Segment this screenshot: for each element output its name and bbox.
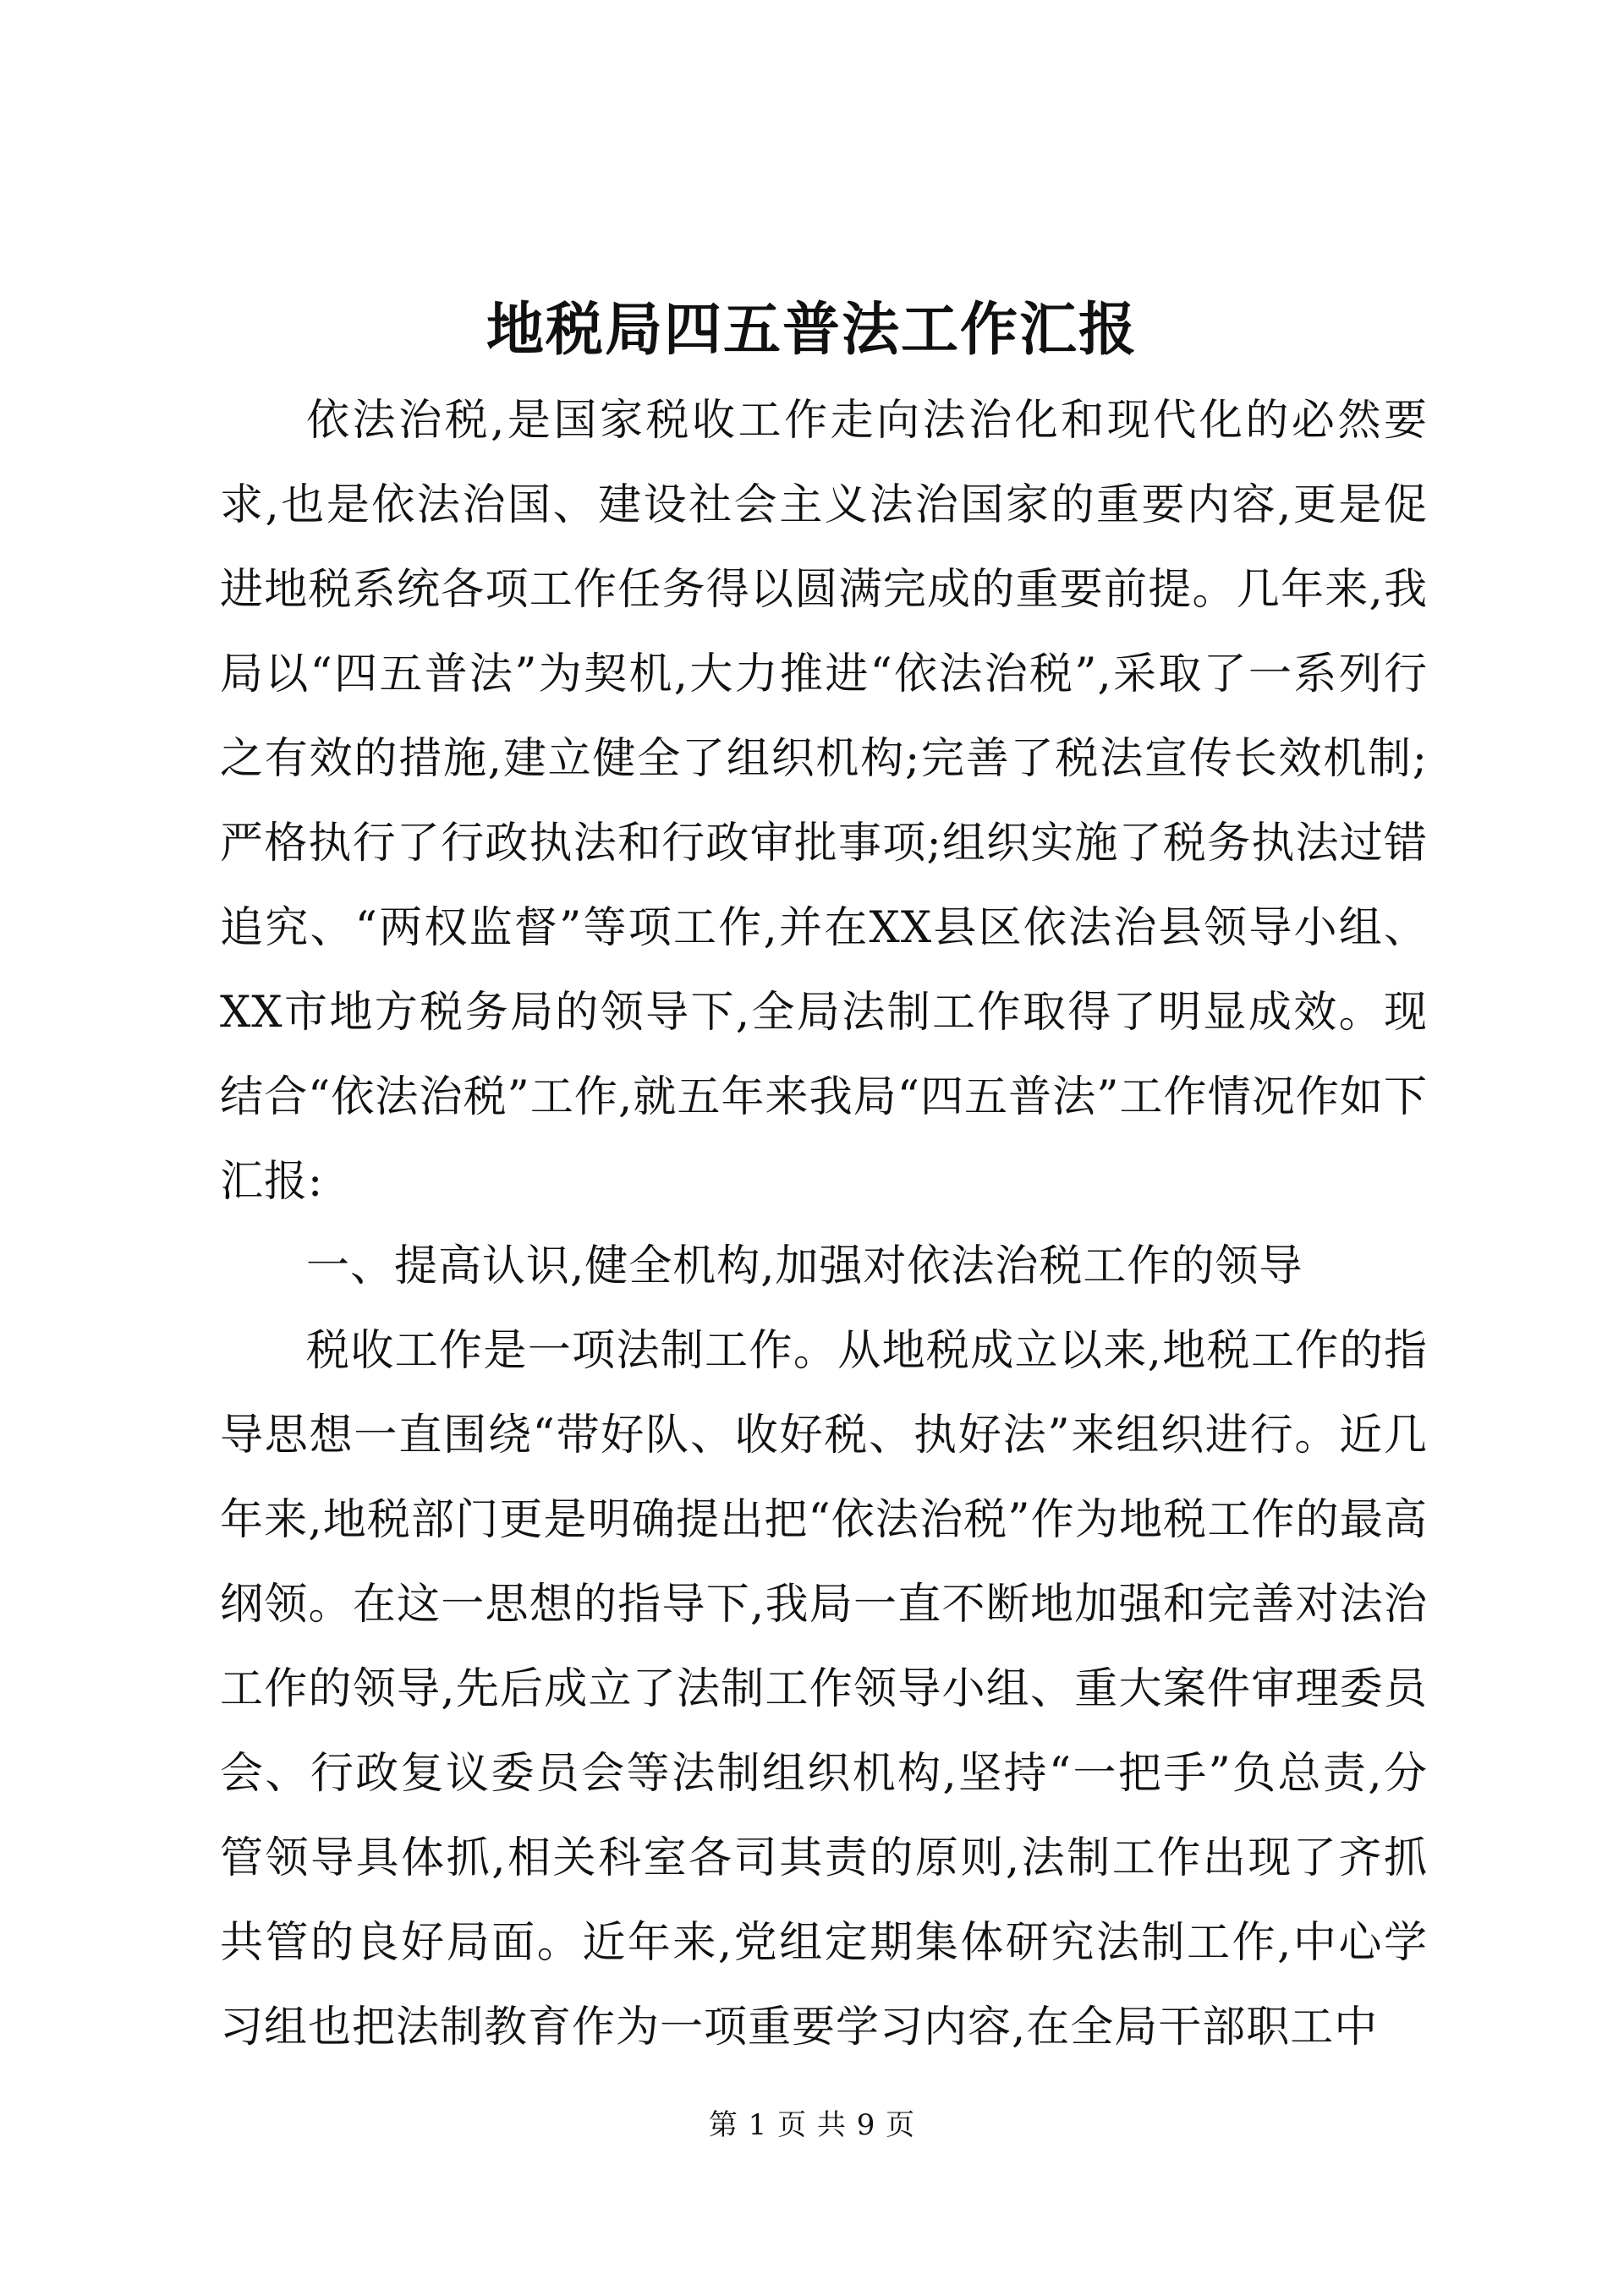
paragraph-intro: 依法治税,是国家税收工作走向法治化和现代化的必然要求,也是依法治国、建设社会主义法治国家的重要内容,更是促进地税系统各项工作任务得以圆满完成的重要前提。几年来,我局以“四五普法”为契机,大力推进“依法治税”,采取了一系列行之有效的措施,建立健全了组织机构;完善了税法宣传长效机制;严格执行了行政执法和行政审批事项;组织实施了税务执法过错追究、“两权监督”等项工作,并在XX县区依法治县领导小组、XX市地方税务局的领导下,全局法制工作取得了明显成效。现结合“依法治税”工作,就五年来我局“四五普法”工作情况作如下汇报: [220,396,1428,1207]
paragraph-section-1: 税收工作是一项法制工作。从地税成立以来,地税工作的指导思想一直围绕“带好队、收好税、执好法”来组织进行。近几年来,地税部门更是明确提出把“依法治税”作为地税工作的最高纲领。在这一思想的指导下,我局一直不断地加强和完善对法治工作的领导,先后成立了法制工作领导小组、重大案件审理委员会、行政复议委员会等法制组织机构,坚持“一把手”负总责,分管领导具体抓,相关科室各司其责的原则,法制工作出现了齐抓共管的良好局面。近年来,党组定期集体研究法制工作,中心学习组也把法制教育作为一项重要学习内容,在全局干部职工中 [220,1326,1428,2052]
document-body [220,379,1428,2070]
section-heading-1: 一、提高认识,健全机构,加强对依法治税工作的领导 [306,1241,1303,1291]
page-number-footer: 第 1 页 共 9 页 [708,2108,916,2142]
document-title: 地税局四五普法工作汇报 [486,296,1138,364]
